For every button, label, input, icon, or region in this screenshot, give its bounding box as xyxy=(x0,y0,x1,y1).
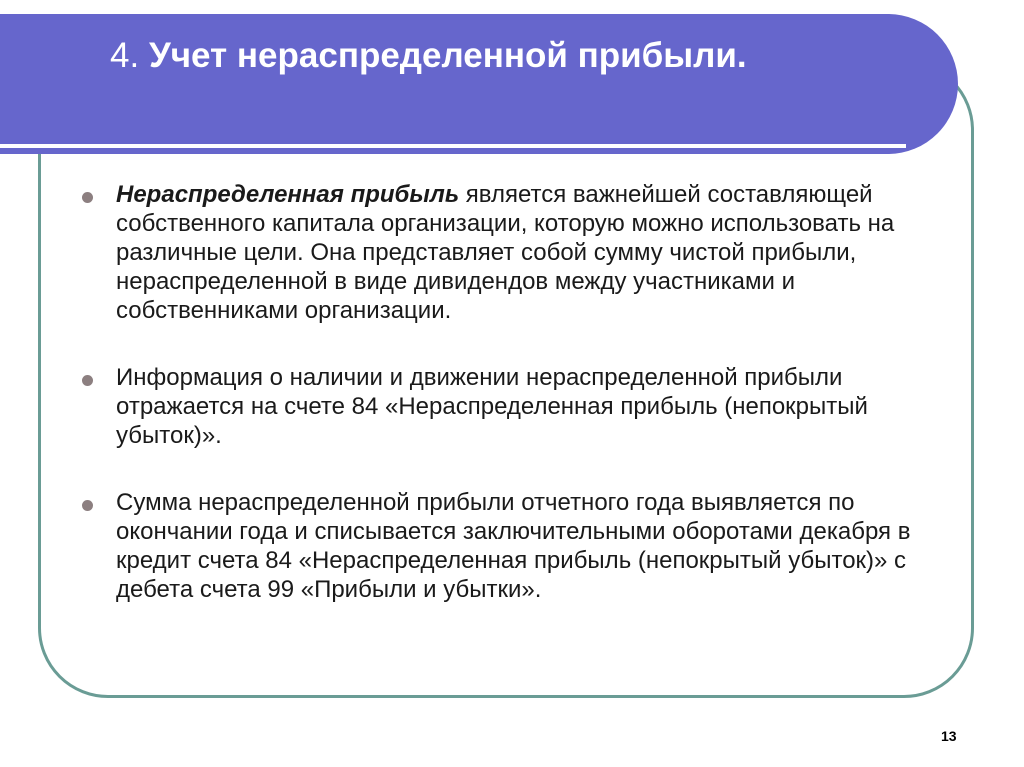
bullet-icon xyxy=(82,500,93,511)
bullet-emphasis: Нераспределенная прибыль xyxy=(116,181,460,208)
bullet-item-1 xyxy=(78,180,958,325)
slide-title xyxy=(110,36,747,76)
bullet-list xyxy=(78,180,958,642)
bullet-icon xyxy=(82,192,93,203)
bullet-item-3 xyxy=(78,488,958,604)
title-underline xyxy=(0,144,906,148)
bullet-text-3: Сумма нераспределенной прибыли отчетного года выявляется по окончании года и списывается заключительными оборотами декабря в кредит счета 84 «Нераспределенная прибыль (непокрытый убыток)» с дебета счета 99 «Прибыли и убытки». xyxy=(116,489,911,603)
page-number: 13 xyxy=(941,728,957,744)
bullet-icon xyxy=(82,375,93,386)
bullet-text-2: Информация о наличии и движении нераспределенной прибыли отражается на счете 84 «Нераспределенная прибыль (непокрытый убыток)». xyxy=(116,364,868,449)
bullet-body-1: является важнейшей составляющей собственного капитала организации, которую можно использовать на различные цели. Она представляет собой сумму чистой прибыли, нераспределенной в виде дивидендов между участниками и собственниками организации. xyxy=(116,181,895,324)
title-band xyxy=(0,14,958,154)
title-number: 4. xyxy=(110,36,140,75)
bullet-text-1 xyxy=(116,180,958,325)
title-text: Учет нераспределенной прибыли. xyxy=(148,36,747,75)
bullet-item-2 xyxy=(78,363,958,450)
